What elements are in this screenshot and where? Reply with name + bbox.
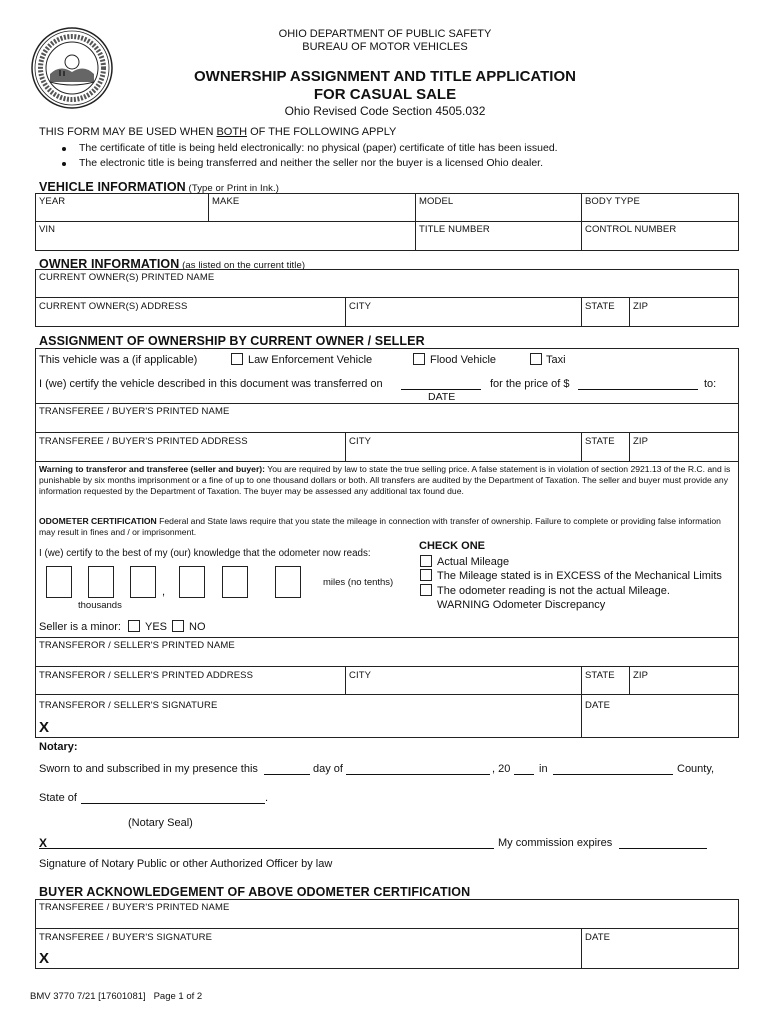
seller-address-field[interactable]: TRANSFEROR / SELLER'S PRINTED ADDRESS <box>39 670 254 681</box>
minor-yes-label: YES <box>145 621 168 633</box>
law-enforcement-checkbox[interactable] <box>231 353 243 365</box>
law-enforcement-label: Law Enforcement Vehicle <box>248 354 373 366</box>
owner-name-field[interactable]: CURRENT OWNER(S) PRINTED NAME <box>39 272 215 283</box>
revised-code: Ohio Revised Code Section 4505.032 <box>284 104 486 118</box>
odometer-digit-1[interactable] <box>46 566 72 598</box>
sworn-month-line[interactable] <box>346 774 490 775</box>
buyer-signature-mark: X <box>39 950 50 967</box>
price-warning: Warning to transferor and transferee (seller and buyer): You are required by law to state the true selling price. A false statement is in violation of section 2921.13 of the R.C. and is punishable by six months imprisonment or a fine of up to one thousand dollars or both. All transfers are audited by the Department of Taxation. The seller and buyer must provide any information requested by the Department of Taxation. The buyer may be assessed any additional tax found due. <box>39 464 731 496</box>
day-of-label: day of <box>313 763 343 775</box>
title-number-field[interactable]: TITLE NUMBER <box>419 224 490 235</box>
department-name: OHIO DEPARTMENT OF PUBLIC SAFETY <box>278 28 492 40</box>
county-line[interactable] <box>553 774 673 775</box>
owner-state-field[interactable]: STATE <box>585 301 615 312</box>
seller-signature-mark: X <box>39 719 50 736</box>
county-label: County, <box>677 763 715 775</box>
odometer-certification-text: ODOMETER CERTIFICATION Federal and State laws require that you state the mileage in connection with transfer of ownership. Failure to complete or providing false information may result in fines and / or imprisonment. <box>39 516 721 537</box>
buyer-ack-heading: BUYER ACKNOWLEDGEMENT OF ABOVE ODOMETER CERTIFICATION <box>39 885 471 899</box>
buyer-ack-date-field[interactable]: DATE <box>585 932 611 943</box>
buyer-name-field[interactable]: TRANSFEREE / BUYER'S PRINTED NAME <box>39 406 230 417</box>
notary-signature-line[interactable] <box>39 848 494 849</box>
buyer-state-field[interactable]: STATE <box>585 436 615 447</box>
vehicle-info-heading: VEHICLE INFORMATION (Type or Print in Ink.) <box>39 180 280 194</box>
transfer-certify-text: I (we) certify the vehicle described in this document was transferred on <box>39 378 383 390</box>
miles-caption: miles (no tenths) <box>323 577 394 588</box>
form-title-line1: OWNERSHIP ASSIGNMENT AND TITLE APPLICATION <box>194 68 576 85</box>
price-line[interactable] <box>578 389 698 390</box>
odometer-digit-3[interactable] <box>130 566 156 598</box>
state-of-period: . <box>265 792 269 804</box>
odometer-digit-2[interactable] <box>88 566 114 598</box>
transfer-date-line[interactable] <box>401 389 481 390</box>
form-title-line2: FOR CASUAL SALE <box>313 86 457 103</box>
state-of-line[interactable] <box>81 803 265 804</box>
owner-info-heading: OWNER INFORMATION (as listed on the current title) <box>39 257 306 271</box>
odometer-digit-6[interactable] <box>275 566 301 598</box>
seller-zip-field[interactable]: ZIP <box>633 670 649 681</box>
sworn-text: Sworn to and subscribed in my presence this <box>39 763 258 775</box>
vin-field[interactable]: VIN <box>39 224 56 235</box>
owner-zip-field[interactable]: ZIP <box>633 301 649 312</box>
year-prefix: , 20 <box>492 763 511 775</box>
flood-vehicle-checkbox[interactable] <box>413 353 425 365</box>
usage-condition: THIS FORM MAY BE USED WHEN BOTH OF THE FOLLOWING APPLY <box>39 126 397 138</box>
excess-mileage-label: The Mileage stated is in EXCESS of the Mechanical Limits <box>437 570 722 582</box>
seller-date-field[interactable]: DATE <box>585 700 611 711</box>
odometer-digit-4[interactable] <box>179 566 205 598</box>
buyer-ack-name-field[interactable]: TRANSFEREE / BUYER'S PRINTED NAME <box>39 902 230 913</box>
taxi-label: Taxi <box>546 354 566 366</box>
seller-minor-label: Seller is a minor: <box>39 621 121 633</box>
taxi-checkbox[interactable] <box>530 353 542 365</box>
control-number-field[interactable]: CONTROL NUMBER <box>585 224 677 235</box>
actual-mileage-label: Actual Mileage <box>437 556 510 568</box>
notary-signature-mark: X <box>39 836 48 850</box>
thousands-comma: , <box>162 586 166 598</box>
bullet <box>62 162 66 166</box>
minor-yes-checkbox[interactable] <box>128 620 140 632</box>
buyer-zip-field[interactable]: ZIP <box>633 436 649 447</box>
seller-name-field[interactable]: TRANSFEROR / SELLER'S PRINTED NAME <box>39 640 235 651</box>
actual-mileage-checkbox[interactable] <box>420 555 432 567</box>
owner-address-field[interactable]: CURRENT OWNER(S) ADDRESS <box>39 301 188 312</box>
sworn-year-line[interactable] <box>514 774 534 775</box>
buyer-address-field[interactable]: TRANSFEREE / BUYER'S PRINTED ADDRESS <box>39 436 248 447</box>
not-actual-mileage-label: The odometer reading is not the actual Mileage. <box>437 585 670 597</box>
odometer-discrepancy-warning: WARNING Odometer Discrepancy <box>437 599 606 611</box>
seller-signature-field[interactable]: TRANSFEROR / SELLER'S SIGNATURE <box>39 700 218 711</box>
condition-2: The electronic title is being transferred and neither the seller nor the buyer is a licensed Ohio dealer. <box>79 157 544 169</box>
bureau-name: BUREAU OF MOTOR VEHICLES <box>302 41 468 53</box>
flood-vehicle-label: Flood Vehicle <box>430 354 497 366</box>
notary-label: Notary: <box>39 741 78 753</box>
commission-label: My commission expires <box>498 837 613 849</box>
notary-signature-caption: Signature of Notary Public or other Authorized Officer by law <box>39 858 333 870</box>
seller-city-field[interactable]: CITY <box>349 670 372 681</box>
minor-no-label: NO <box>189 621 206 633</box>
thousands-caption: thousands <box>78 600 122 611</box>
bullet <box>62 147 66 151</box>
minor-no-checkbox[interactable] <box>172 620 184 632</box>
excess-mileage-checkbox[interactable] <box>420 569 432 581</box>
not-actual-mileage-checkbox[interactable] <box>420 584 432 596</box>
buyer-ack-signature-field[interactable]: TRANSFEREE / BUYER'S SIGNATURE <box>39 932 213 943</box>
odometer-digit-5[interactable] <box>222 566 248 598</box>
body-type-field[interactable]: BODY TYPE <box>585 196 640 207</box>
to-label: to: <box>704 378 717 390</box>
year-field[interactable]: YEAR <box>39 196 66 207</box>
date-caption: DATE <box>428 391 456 403</box>
assignment-heading: ASSIGNMENT OF OWNERSHIP BY CURRENT OWNER / SELLER <box>39 334 425 348</box>
commission-line[interactable] <box>619 848 707 849</box>
price-label: for the price of $ <box>490 378 570 390</box>
make-field[interactable]: MAKE <box>212 196 240 207</box>
odometer-certify-label: I (we) certify to the best of my (our) knowledge that the odometer now reads: <box>39 548 371 559</box>
condition-1: The certificate of title is being held electronically: no physical (paper) certificate of title has been issued. <box>79 142 558 154</box>
in-label: in <box>539 763 548 775</box>
owner-city-field[interactable]: CITY <box>349 301 372 312</box>
buyer-city-field[interactable]: CITY <box>349 436 372 447</box>
form-footer-code: BMV 3770 7/21 [17601081] Page 1 of 2 <box>30 991 203 1002</box>
notary-seal-caption: (Notary Seal) <box>128 817 193 829</box>
seller-state-field[interactable]: STATE <box>585 670 615 681</box>
vehicle-was-label: This vehicle was a (if applicable) <box>39 354 198 366</box>
sworn-day-line[interactable] <box>264 774 310 775</box>
model-field[interactable]: MODEL <box>419 196 454 207</box>
check-one-heading: CHECK ONE <box>419 540 486 552</box>
state-of-label: State of <box>39 792 77 804</box>
